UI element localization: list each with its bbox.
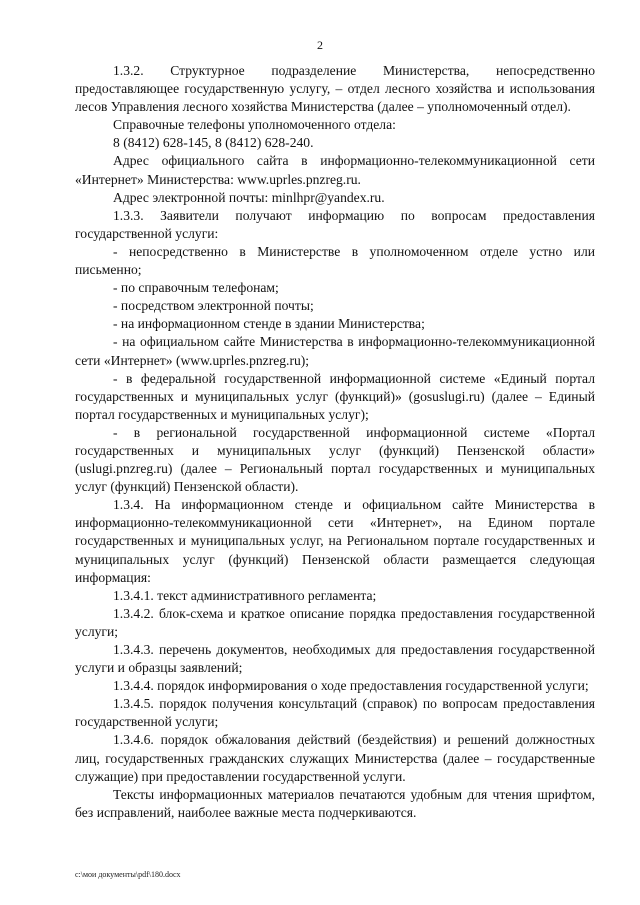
paragraph-website: Адрес официального сайта в информационно-телекоммуникационной сети «Интернет» Министерства: www.uprles.pnzreg.ru. — [75, 153, 595, 187]
paragraph-1-3-2: 1.3.2. Структурное подразделение Министерства, непосредственно предоставляющее государственную услугу, – отдел лесного хозяйства и использования лесов Управления лесного хозяйства Министерства (далее – уполномоченный отдел). — [75, 63, 595, 115]
list-item: 1.3.4.5. порядок получения консультаций (справок) по вопросам предоставления государственной услуги; — [75, 696, 595, 730]
list-item: - на официальном сайте Министерства в информационно-телекоммуникационной сети «Интернет» (www.uprles.pnzreg.ru); — [75, 334, 595, 368]
list-item: 1.3.4.3. перечень документов, необходимых для предоставления государственной услуги и образцы заявлений; — [75, 642, 595, 676]
paragraph-email: Адрес электронной почты: minlhpr@yandex.ru. — [113, 189, 385, 205]
list-item: - на информационном стенде в здании Министерства; — [113, 316, 425, 332]
list-item: 1.3.4.6. порядок обжалования действий (бездействия) и решений должностных лиц, государственных гражданских служащих Министерства (далее – государственные служащие) при предоставлении государственной услуги. — [75, 732, 595, 784]
list-item: - непосредственно в Министерстве в уполномоченном отделе устно или письменно; — [75, 243, 595, 278]
document-body — [75, 62, 595, 822]
paragraph-closing: Тексты информационных материалов печатаются удобным для чтения шрифтом, без исправлений, наиболее важные места подчеркиваются. — [75, 786, 595, 820]
paragraph-phones: 8 (8412) 628-145, 8 (8412) 628-240. — [113, 135, 314, 151]
list-item: - по справочным телефонам; — [113, 280, 279, 296]
list-item: - в региональной государственной информационной системе «Портал государственных и муниципальных услуг (функций) Пензенской области» (uslugi.pnzreg.ru) (далее – Региональный портал государственных и муниципальных услуг (функций) Пензенской области). — [75, 424, 595, 495]
list-item: 1.3.4.4. порядок информирования о ходе предоставления государственной услуги; — [113, 678, 589, 694]
paragraph-1-3-3: 1.3.3. Заявители получают информацию по вопросам предоставления государственной услуги: — [75, 207, 595, 241]
paragraph-1-3-4: 1.3.4. На информационном стенде и официальном сайте Министерства в информационно-телекоммуникационной сети «Интернет», на Едином портале государственных и муниципальных услуг, на Региональном портале государственных и муниципальных услуг (функций) Пензенской области размещается следующая информация: — [75, 497, 595, 585]
list-item: 1.3.4.1. текст административного регламента; — [113, 587, 377, 603]
footer-file-path: c:\мои документы\pdf\180.docx — [75, 870, 181, 879]
paragraph-phones-label: Справочные телефоны уполномоченного отдела: — [113, 117, 396, 133]
page-number: 2 — [317, 38, 323, 52]
list-item: - посредством электронной почты; — [113, 298, 314, 314]
list-item: - в федеральной государственной информационной системе «Единый портал государственных и муниципальных услуг (функций)» (gosuslugi.ru) (далее – Единый портал государственных и муниципальных услуг); — [75, 370, 595, 422]
list-item: 1.3.4.2. блок-схема и краткое описание порядка предоставления государственной услуги; — [75, 605, 595, 639]
